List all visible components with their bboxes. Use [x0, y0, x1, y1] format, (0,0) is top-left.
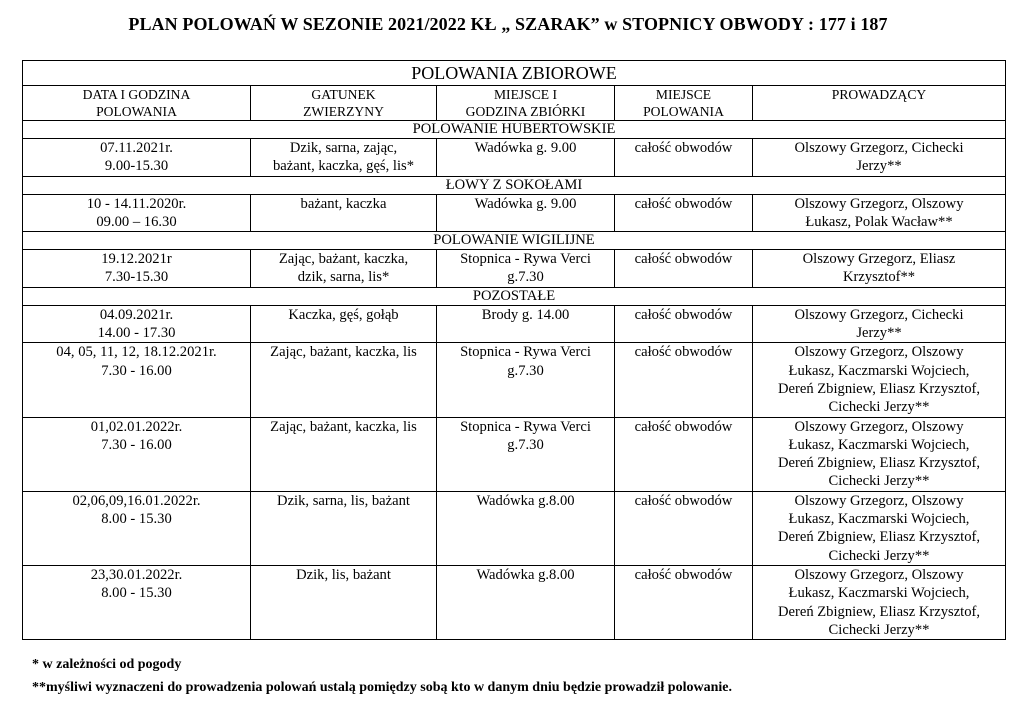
section-header-row	[23, 176, 1006, 194]
section-title: ŁOWY Z SOKOŁAMI	[23, 176, 1006, 194]
section-title: POLOWANIE WIGILIJNE	[23, 232, 1006, 250]
place-cell: całość obwodów	[615, 305, 753, 343]
table-body	[23, 121, 1006, 640]
species-cell: Dzik, lis, bażant	[251, 565, 437, 639]
date-cell: 10 - 14.11.2020r. 09.00 – 16.30	[23, 194, 251, 232]
footnote-leaders: **myśliwi wyznaczeni do prowadzenia polowań ustalą pomiędzy sobą kto w danym dniu będzie prowadził polowanie.	[32, 680, 732, 695]
table-row	[23, 250, 1006, 288]
place-cell: całość obwodów	[615, 491, 753, 565]
meeting-cell: Stopnica - Rywa Verci g.7.30	[437, 343, 615, 417]
column-header-place: MIEJSCE POLOWANIA	[615, 86, 753, 121]
species-cell: Zając, bażant, kaczka, lis	[251, 417, 437, 491]
date-cell: 19.12.2021r 7.30-15.30	[23, 250, 251, 288]
date-cell: 01,02.01.2022r. 7.30 - 16.00	[23, 417, 251, 491]
species-cell: Dzik, sarna, lis, bażant	[251, 491, 437, 565]
table-title: POLOWANIA ZBIOROWE	[23, 61, 1006, 86]
leaders-cell: Olszowy Grzegorz, Cichecki Jerzy**	[753, 139, 1006, 177]
table-row	[23, 343, 1006, 417]
leaders-cell: Olszowy Grzegorz, Eliasz Krzysztof**	[753, 250, 1006, 288]
column-header-date: DATA I GODZINA POLOWANIA	[23, 86, 251, 121]
date-cell: 02,06,09,16.01.2022r. 8.00 - 15.30	[23, 491, 251, 565]
species-cell: Zając, bażant, kaczka, dzik, sarna, lis*	[251, 250, 437, 288]
meeting-cell: Wadówka g.8.00	[437, 491, 615, 565]
section-header-row	[23, 121, 1006, 139]
meeting-cell: Wadówka g. 9.00	[437, 139, 615, 177]
document-title: PLAN POLOWAŃ W SEZONIE 2021/2022 KŁ „ SZARAK” w STOPNICY OBWODY : 177 i 187	[128, 14, 888, 34]
section-title: POZOSTAŁE	[23, 287, 1006, 305]
column-header-meeting: MIEJSCE I GODZINA ZBIÓRKI	[437, 86, 615, 121]
place-cell: całość obwodów	[615, 139, 753, 177]
place-cell: całość obwodów	[615, 417, 753, 491]
meeting-cell: Stopnica - Rywa Verci g.7.30	[437, 250, 615, 288]
species-cell: Kaczka, gęś, gołąb	[251, 305, 437, 343]
table-row	[23, 139, 1006, 177]
place-cell: całość obwodów	[615, 250, 753, 288]
meeting-cell: Stopnica - Rywa Verci g.7.30	[437, 417, 615, 491]
species-cell: Zając, bażant, kaczka, lis	[251, 343, 437, 417]
leaders-cell: Olszowy Grzegorz, Olszowy Łukasz, Kaczmarski Wojciech, Dereń Zbigniew, Eliasz Krzysztof, Cichecki Jerzy**	[753, 343, 1006, 417]
date-cell: 04.09.2021r. 14.00 - 17.30	[23, 305, 251, 343]
leaders-cell: Olszowy Grzegorz, Olszowy Łukasz, Kaczmarski Wojciech, Dereń Zbigniew, Eliasz Krzysztof, Cichecki Jerzy**	[753, 491, 1006, 565]
table-row	[23, 194, 1006, 232]
column-header-row	[23, 86, 1006, 121]
species-cell: bażant, kaczka	[251, 194, 437, 232]
table-row	[23, 491, 1006, 565]
column-header-species: GATUNEK ZWIERZYNY	[251, 86, 437, 121]
species-cell: Dzik, sarna, zając, bażant, kaczka, gęś, lis*	[251, 139, 437, 177]
hunting-plan-table	[22, 60, 1006, 640]
date-cell: 04, 05, 11, 12, 18.12.2021r. 7.30 - 16.00	[23, 343, 251, 417]
section-header-row	[23, 232, 1006, 250]
section-title: POLOWANIE HUBERTOWSKIE	[23, 121, 1006, 139]
table-row	[23, 417, 1006, 491]
table-title-row	[23, 61, 1006, 86]
leaders-cell: Olszowy Grzegorz, Olszowy Łukasz, Kaczmarski Wojciech, Dereń Zbigniew, Eliasz Krzysztof, Cichecki Jerzy**	[753, 565, 1006, 639]
footnote-weather: * w zależności od pogody	[32, 657, 182, 672]
meeting-cell: Brody g. 14.00	[437, 305, 615, 343]
place-cell: całość obwodów	[615, 565, 753, 639]
section-header-row	[23, 287, 1006, 305]
leaders-cell: Olszowy Grzegorz, Olszowy Łukasz, Kaczmarski Wojciech, Dereń Zbigniew, Eliasz Krzysztof, Cichecki Jerzy**	[753, 417, 1006, 491]
column-header-leader: PROWADZĄCY	[753, 86, 1006, 121]
meeting-cell: Wadówka g.8.00	[437, 565, 615, 639]
date-cell: 23,30.01.2022r. 8.00 - 15.30	[23, 565, 251, 639]
table-row	[23, 305, 1006, 343]
leaders-cell: Olszowy Grzegorz, Olszowy Łukasz, Polak Wacław**	[753, 194, 1006, 232]
table-row	[23, 565, 1006, 639]
place-cell: całość obwodów	[615, 343, 753, 417]
meeting-cell: Wadówka g. 9.00	[437, 194, 615, 232]
date-cell: 07.11.2021r. 9.00-15.30	[23, 139, 251, 177]
leaders-cell: Olszowy Grzegorz, Cichecki Jerzy**	[753, 305, 1006, 343]
place-cell: całość obwodów	[615, 194, 753, 232]
